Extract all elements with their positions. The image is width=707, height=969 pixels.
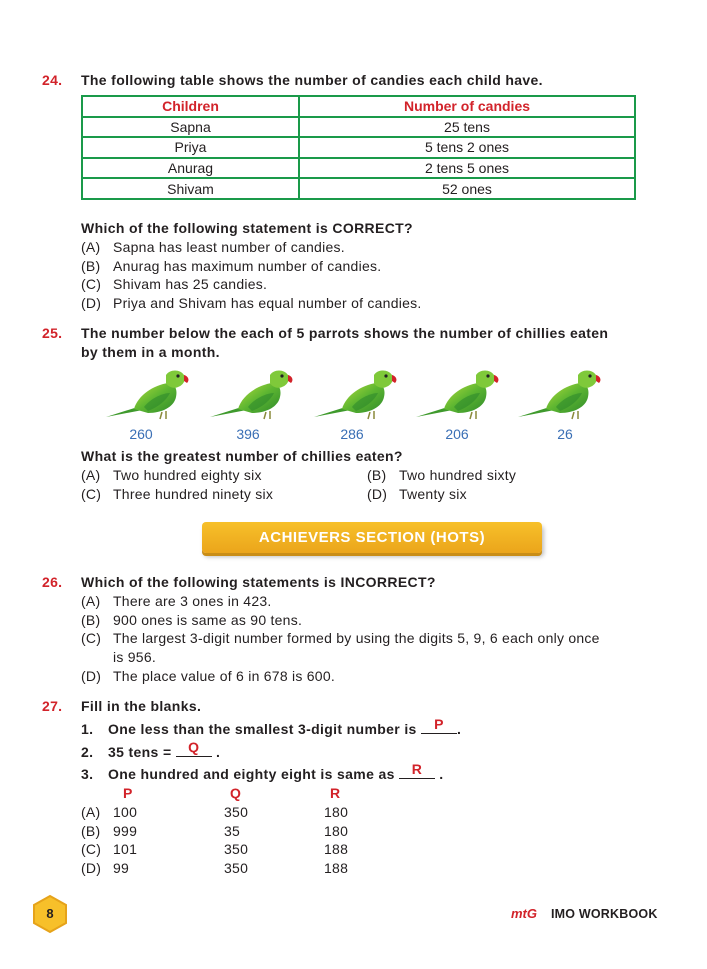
option-label: (A): [81, 804, 101, 820]
option-text: Anurag has maximum number of candies.: [113, 258, 382, 274]
table-header-row: [82, 96, 635, 117]
table-row: [82, 158, 635, 179]
fill-blank-line: [81, 716, 462, 737]
table-cell: 5 tens 2 ones: [299, 137, 635, 158]
option-label: (A): [81, 593, 101, 609]
option-text: The largest 3-digit number formed by using the digits 5, 9, 6 each only once: [113, 630, 600, 646]
table-cell: 25 tens: [299, 117, 635, 138]
option-label: (B): [367, 467, 387, 483]
blank-end: .: [456, 721, 462, 737]
option-value: 35: [224, 823, 241, 839]
option-label: (B): [81, 612, 101, 628]
option-continuation: is 956.: [113, 649, 156, 665]
blank-label: P: [434, 716, 444, 732]
option-text: The place value of 6 in 678 is 600.: [113, 668, 336, 684]
option-label: (A): [81, 467, 101, 483]
question-prompt: What is the greatest number of chillies eaten?: [81, 448, 403, 464]
chilli-count: 396: [236, 426, 260, 442]
column-header: P: [123, 785, 133, 801]
blank-end: .: [439, 766, 444, 782]
option-text: Priya and Shivam has equal number of candies.: [113, 295, 422, 311]
table-cell: Priya: [82, 137, 299, 158]
option: [81, 612, 302, 628]
table-cell: 2 tens 5 ones: [299, 158, 635, 179]
option-label: (C): [81, 841, 102, 857]
fill-blank-line: [81, 761, 444, 782]
question-number: 27.: [42, 698, 63, 714]
option: [81, 295, 422, 311]
option: [81, 276, 267, 292]
option-text: There are 3 ones in 423.: [113, 593, 272, 609]
option-value: 188: [324, 860, 349, 876]
question-text: The number below the each of 5 parrots shows the number of chillies eaten: [81, 325, 609, 341]
blank: [399, 761, 435, 779]
chilli-count: 206: [445, 426, 469, 442]
option-label: (B): [81, 823, 101, 839]
table-header: Children: [82, 96, 299, 117]
option-text: Twenty six: [399, 486, 467, 502]
table-header: Number of candies: [299, 96, 635, 117]
option: [81, 258, 381, 274]
blank-end: .: [215, 744, 221, 760]
option: [367, 486, 467, 502]
table-cell: Sapna: [82, 117, 299, 138]
chilli-count: 260: [129, 426, 153, 442]
blank-label: Q: [188, 739, 200, 755]
option: [81, 239, 345, 255]
option-label: (C): [81, 486, 102, 502]
page-number: 8: [46, 906, 54, 921]
option-text: Two hundred sixty: [399, 467, 517, 483]
question-number: 26.: [42, 574, 63, 590]
section-banner: ACHIEVERS SECTION (HOTS): [202, 522, 542, 553]
option-value: 100: [113, 804, 138, 820]
column-header: R: [330, 785, 341, 801]
option: [81, 486, 273, 502]
blank-number: 2.: [81, 744, 94, 760]
table-cell: Anurag: [82, 158, 299, 179]
option-value: 99: [113, 860, 130, 876]
option: [81, 668, 335, 684]
option-label: (D): [367, 486, 388, 502]
question-number: 24.: [42, 72, 63, 88]
blank: [421, 716, 457, 734]
option-text: Shivam has 25 candies.: [113, 276, 268, 292]
option: [81, 467, 262, 483]
table-row: [82, 137, 635, 158]
candies-table: [81, 95, 636, 200]
blank-number: 3.: [81, 766, 94, 782]
table-cell: Shivam: [82, 178, 299, 199]
option-text: Sapna has least number of candies.: [113, 239, 345, 255]
blank-label: R: [411, 761, 423, 777]
question-text: The following table shows the number of candies each child have.: [81, 72, 543, 88]
option: [81, 593, 272, 609]
option-value: 180: [324, 804, 349, 820]
workbook-title: IMO WORKBOOK: [551, 907, 658, 921]
option-label: (D): [81, 295, 102, 311]
blank-text: 35 tens =: [108, 744, 172, 760]
option-label: (C): [81, 276, 102, 292]
question-text: by them in a month.: [81, 344, 220, 360]
brand-logo: mtG: [511, 906, 537, 921]
option-value: 180: [324, 823, 349, 839]
option: [81, 630, 600, 646]
option-text: 900 ones is same as 90 tens.: [113, 612, 303, 628]
blank-text: One hundred and eighty eight is same as: [108, 766, 395, 782]
option-value: 350: [224, 841, 249, 857]
blank-text: One less than the smallest 3-digit number is: [108, 721, 417, 737]
option-value: 101: [113, 841, 138, 857]
option-text: Three hundred ninety six: [113, 486, 274, 502]
option-label: (D): [81, 860, 102, 876]
blank: [176, 739, 212, 757]
option-label: (B): [81, 258, 101, 274]
option-value: 350: [224, 860, 249, 876]
option-label: (A): [81, 239, 101, 255]
column-header: Q: [230, 785, 241, 801]
chilli-count: 286: [340, 426, 364, 442]
option-label: (D): [81, 668, 102, 684]
parrot-image: [516, 367, 608, 421]
question-number: 25.: [42, 325, 63, 341]
option: [367, 467, 516, 483]
option-value: 188: [324, 841, 349, 857]
fill-blank-line: [81, 739, 221, 760]
parrot-image: [104, 367, 196, 421]
parrot-image: [208, 367, 300, 421]
parrot-image: [312, 367, 404, 421]
question-text: Which of the following statements is INCORRECT?: [81, 574, 436, 590]
chilli-count: 26: [557, 426, 573, 442]
option-value: 350: [224, 804, 249, 820]
question-prompt: Which of the following statement is CORRECT?: [81, 220, 413, 236]
table-row: [82, 178, 635, 199]
option-label: (C): [81, 630, 102, 646]
blank-number: 1.: [81, 721, 94, 737]
parrot-image: [414, 367, 506, 421]
question-text: Fill in the blanks.: [81, 698, 202, 714]
option-value: 999: [113, 823, 138, 839]
option-text: Two hundred eighty six: [113, 467, 262, 483]
table-row: [82, 117, 635, 138]
table-cell: 52 ones: [299, 178, 635, 199]
